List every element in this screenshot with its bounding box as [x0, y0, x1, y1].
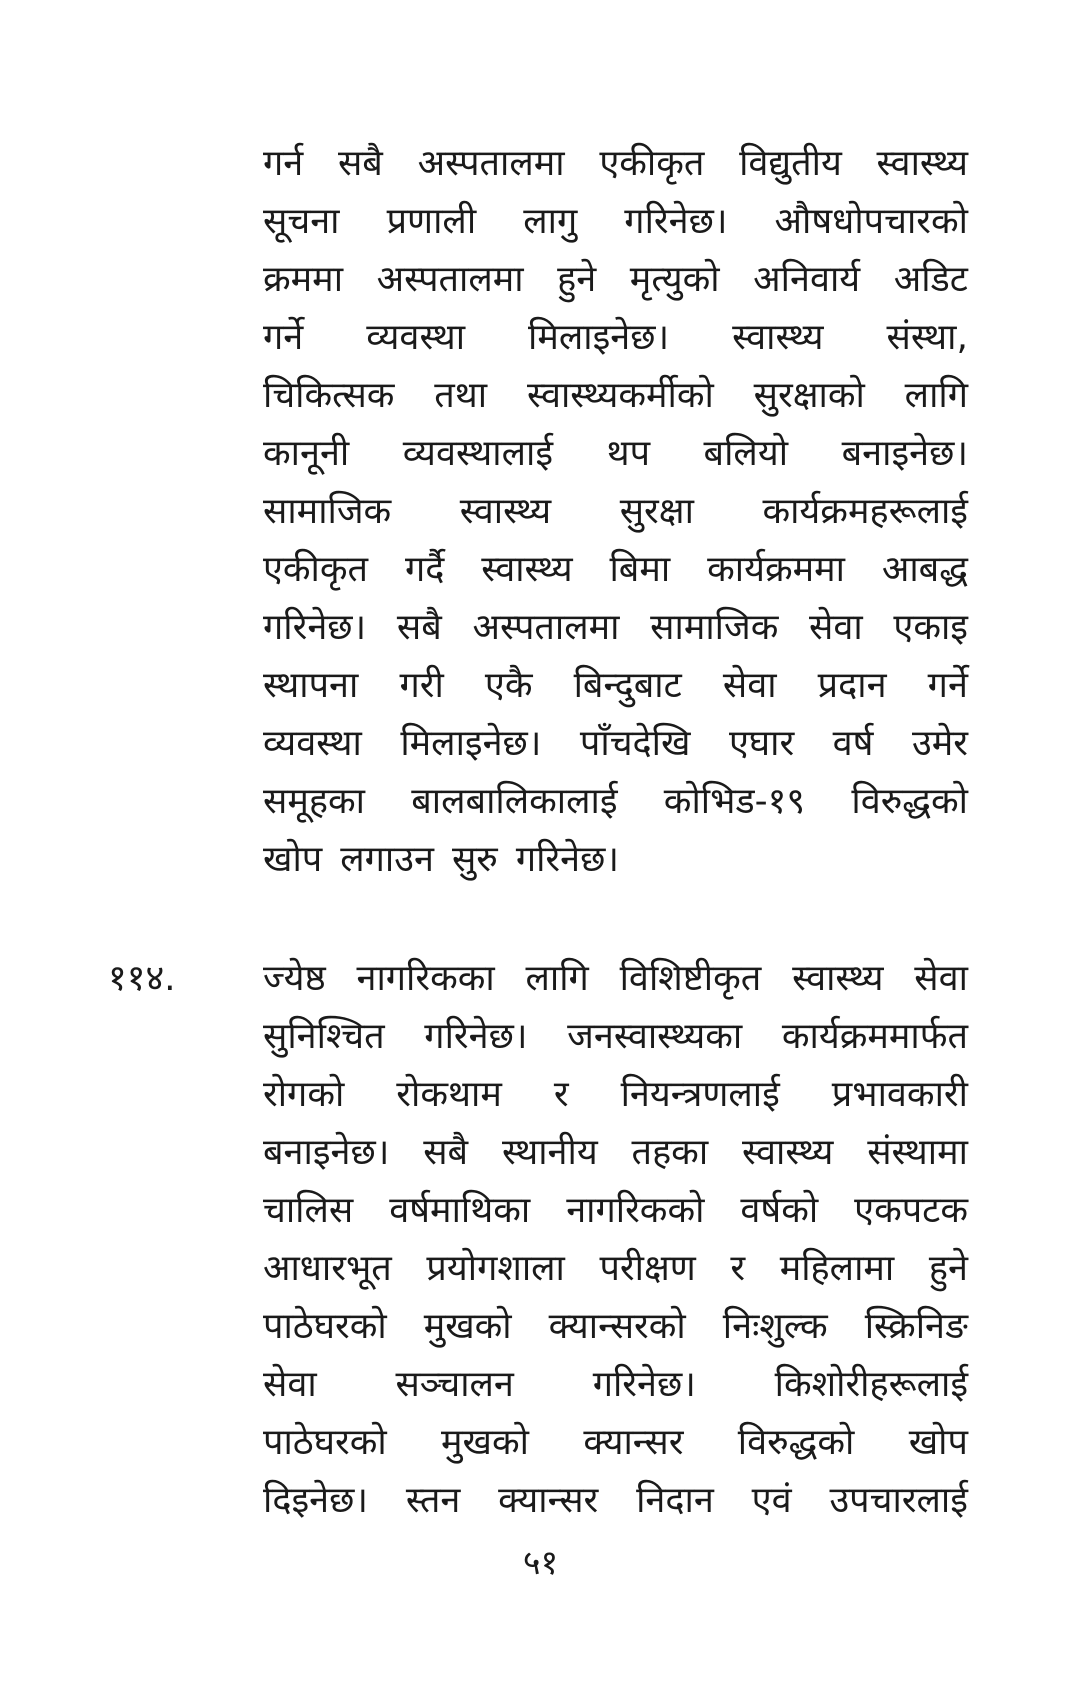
- word: अस्पतालमा: [472, 607, 620, 648]
- word: स्वास्थ्यकर्मीको: [526, 375, 714, 416]
- word: स्थानीय: [501, 1132, 598, 1173]
- text-line: [263, 1008, 968, 1066]
- word: नियन्त्रणलाई: [620, 1074, 780, 1115]
- word: कोभिड-१९: [663, 781, 806, 822]
- text-line: [263, 950, 968, 1008]
- word: ज्येष्ठ: [263, 958, 326, 999]
- word: सबै: [396, 607, 442, 648]
- word: एघार: [728, 723, 795, 764]
- paragraph-continued: [263, 135, 968, 889]
- word: परीक्षण: [599, 1248, 696, 1289]
- word: सुरक्षाको: [753, 375, 865, 416]
- word: निःशुल्क: [722, 1306, 828, 1347]
- text-line: [263, 1298, 968, 1356]
- word: रोकथाम: [396, 1074, 502, 1115]
- word: निदान: [636, 1480, 714, 1521]
- word: गरिनेछ।: [592, 1364, 696, 1405]
- word: स्थापना: [263, 665, 359, 706]
- word: स्तन: [405, 1480, 461, 1521]
- word: प्रभावकारी: [831, 1074, 968, 1115]
- page-number: ५१: [522, 1543, 559, 1583]
- word: मिलाइनेछ।: [400, 723, 542, 764]
- text-line: [263, 831, 968, 889]
- word: कार्यक्रमहरूलाई: [762, 491, 968, 532]
- word: विद्युतीय: [739, 143, 842, 184]
- word: एकै: [484, 665, 533, 706]
- text-line: [263, 309, 968, 367]
- paragraph-114: [263, 950, 968, 1530]
- text-line: [263, 1182, 968, 1240]
- word: स्वास्थ्य: [732, 317, 824, 358]
- word: क्रममा: [263, 259, 344, 300]
- word: गरिनेछ।: [263, 607, 367, 648]
- word: सामाजिक: [263, 491, 392, 532]
- word: गर्दै: [404, 549, 445, 590]
- word: सुरु: [451, 839, 498, 880]
- word: बिमा: [609, 549, 671, 590]
- word: स्वास्थ्य: [741, 1132, 834, 1173]
- word: सूचना: [263, 201, 340, 242]
- word: चिकित्सक: [263, 375, 395, 416]
- word: खोप: [908, 1422, 968, 1463]
- text-line: [263, 251, 968, 309]
- word: थप: [606, 433, 651, 474]
- word: गर्न: [263, 143, 304, 184]
- word: पाठेघरको: [263, 1422, 387, 1463]
- word: वर्षको: [740, 1190, 819, 1231]
- word: जनस्वास्थ्यका: [567, 1016, 743, 1057]
- word: सामाजिक: [650, 607, 779, 648]
- word: व्यवस्थालाई: [402, 433, 554, 474]
- word: संस्थामा: [867, 1132, 968, 1173]
- word: कानूनी: [263, 433, 350, 474]
- text-line: [263, 599, 968, 657]
- word: स्वास्थ्य: [481, 549, 573, 590]
- word: सेवा: [914, 958, 968, 999]
- word: र: [730, 1248, 746, 1289]
- text-line: [263, 1066, 968, 1124]
- word: कार्यक्रममा: [707, 549, 845, 590]
- word: स्वास्थ्य: [792, 958, 884, 999]
- word: दिइनेछ।: [263, 1480, 368, 1521]
- word: प्रदान: [817, 665, 887, 706]
- word: बिन्दुबाट: [573, 665, 682, 706]
- word: सेवा: [809, 607, 863, 648]
- word: हुने: [557, 259, 597, 300]
- text-line: [263, 367, 968, 425]
- word: सुरक्षा: [619, 491, 694, 532]
- word: वर्ष: [832, 723, 874, 764]
- word: गरी: [399, 665, 444, 706]
- word: बनाइनेछ।: [263, 1132, 390, 1173]
- word: क्यान्सर: [583, 1422, 684, 1463]
- word: तहका: [631, 1132, 709, 1173]
- word: गरिनेछ।: [624, 201, 728, 242]
- word: सेवा: [263, 1364, 317, 1405]
- word: नागरिकका: [356, 958, 495, 999]
- word: सबै: [423, 1132, 469, 1173]
- word: रोगको: [263, 1074, 345, 1115]
- text-line: [263, 1356, 968, 1414]
- text-line: [263, 135, 968, 193]
- word: अडिट: [893, 259, 968, 300]
- word: तथा: [434, 375, 488, 416]
- word: एकाइ: [893, 607, 968, 648]
- word: स्वास्थ्य: [876, 143, 968, 184]
- word: सबै: [337, 143, 383, 184]
- word: प्रयोगशाला: [426, 1248, 565, 1289]
- word: स्वास्थ्य: [459, 491, 552, 532]
- word: आबद्ध: [881, 549, 968, 590]
- word: क्यान्सरको: [548, 1306, 686, 1347]
- word: उमेर: [911, 723, 968, 764]
- word: स्क्रिनिङ: [864, 1306, 968, 1347]
- word: समूहका: [263, 781, 365, 822]
- word: व्यवस्था: [366, 317, 466, 358]
- word: विरुद्धको: [851, 781, 968, 822]
- word: अस्पतालमा: [376, 259, 524, 300]
- text-line: [263, 1240, 968, 1298]
- word: गर्ने: [927, 665, 968, 706]
- text-line: [263, 1124, 968, 1182]
- word: एकीकृत: [599, 143, 705, 184]
- word: लगाउन: [340, 839, 434, 880]
- word: महिलामा: [779, 1248, 895, 1289]
- text-line: [263, 541, 968, 599]
- word: लागु: [523, 201, 578, 242]
- word: गरिनेछ।: [424, 1016, 528, 1057]
- word: अनिवार्य: [753, 259, 861, 300]
- word: लागि: [525, 958, 589, 999]
- word: नागरिकको: [566, 1190, 705, 1231]
- word: मुखको: [441, 1422, 529, 1463]
- word: एकीकृत: [263, 549, 369, 590]
- word: अस्पतालमा: [417, 143, 565, 184]
- word: मृत्युको: [629, 259, 720, 300]
- word: हुने: [928, 1248, 968, 1289]
- text-line: [263, 483, 968, 541]
- word: पाठेघरको: [263, 1306, 387, 1347]
- word: औषधोपचारको: [774, 201, 968, 242]
- word: बनाइनेछ।: [841, 433, 968, 474]
- word: संस्था,: [886, 317, 968, 358]
- word: सेवा: [722, 665, 777, 706]
- word: क्यान्सर: [498, 1480, 599, 1521]
- text-line: [263, 1414, 968, 1472]
- text-line: [263, 657, 968, 715]
- word: कार्यक्रममार्फत: [781, 1016, 968, 1057]
- text-line: [263, 773, 968, 831]
- word: बलियो: [703, 433, 789, 474]
- word: लागि: [904, 375, 968, 416]
- word: बालबालिकालाई: [411, 781, 618, 822]
- word: विशिष्टीकृत: [619, 958, 762, 999]
- word: एकपटक: [854, 1190, 968, 1231]
- word: आधारभूत: [263, 1248, 392, 1289]
- word: विरुद्धको: [737, 1422, 855, 1463]
- text-line: [263, 425, 968, 483]
- word: र: [553, 1074, 569, 1115]
- word: मिलाइनेछ।: [528, 317, 670, 358]
- word: सञ्चालन: [395, 1364, 514, 1405]
- word: किशोरीहरूलाई: [774, 1364, 968, 1405]
- text-line: [263, 1472, 968, 1530]
- text-line: [263, 715, 968, 773]
- word: उपचारलाई: [829, 1480, 968, 1521]
- word: गर्ने: [263, 317, 304, 358]
- text-line: [263, 193, 968, 251]
- paragraph-number: ११४.: [108, 958, 176, 999]
- word: गरिनेछ।: [515, 839, 620, 880]
- word: वर्षमाथिका: [389, 1190, 531, 1231]
- word: पाँचदेखि: [579, 723, 691, 764]
- word: प्रणाली: [386, 201, 477, 242]
- word: चालिस: [263, 1190, 354, 1231]
- word: सुनिश्चित: [263, 1016, 385, 1057]
- word: मुखको: [423, 1306, 512, 1347]
- word: एवं: [751, 1480, 792, 1521]
- word: खोप: [263, 839, 323, 880]
- word: व्यवस्था: [263, 723, 362, 764]
